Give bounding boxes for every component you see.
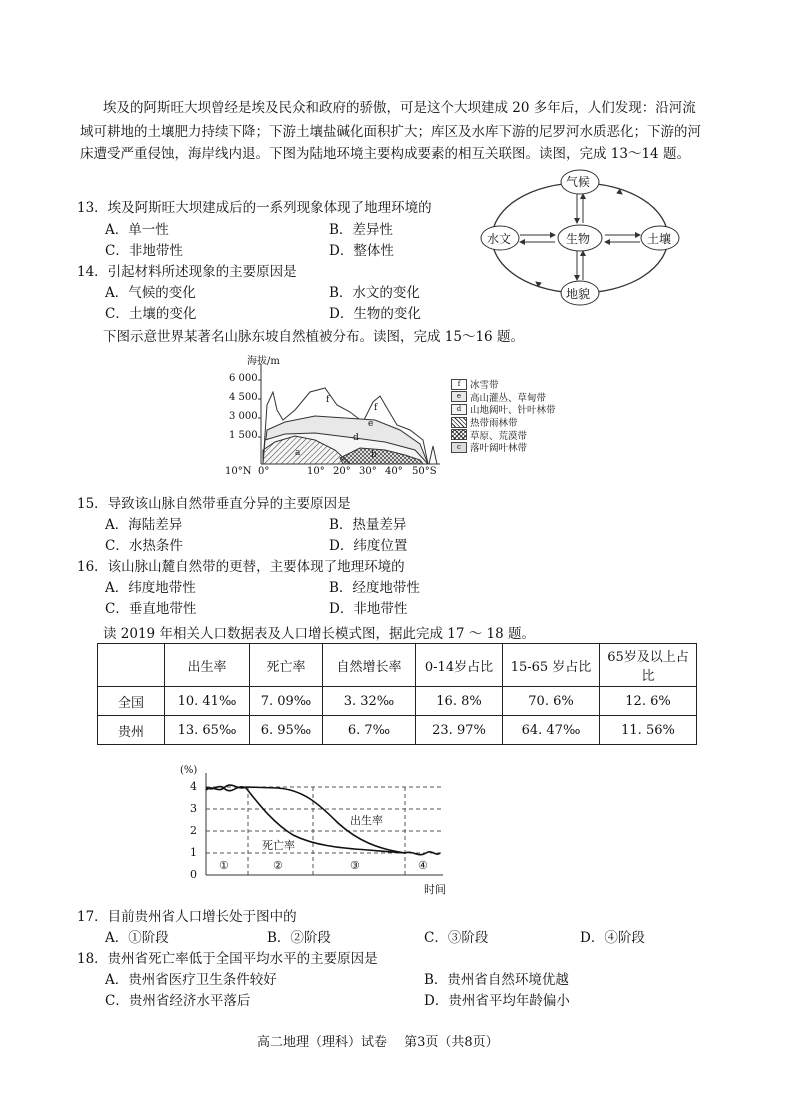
band-label-e: e bbox=[368, 419, 374, 429]
stage-4: ④ bbox=[418, 859, 428, 872]
q14-stem: 14．引起材料所述现象的主要原因是 bbox=[77, 264, 297, 280]
q18-option-b[interactable]: B．贵州省自然环境优越 bbox=[424, 972, 569, 988]
q16-option-a[interactable]: A．纬度地带性 bbox=[105, 580, 196, 596]
legend-deciduous: c 落叶阔叶林带 bbox=[451, 441, 556, 454]
q13-option-c[interactable]: C．非地带性 bbox=[105, 243, 183, 259]
table-header-cell bbox=[98, 644, 165, 687]
band-label-b: b bbox=[371, 450, 377, 460]
y-tick-4500: 4 500 bbox=[229, 392, 258, 403]
q18-option-c[interactable]: C．贵州省经济水平落后 bbox=[105, 993, 251, 1009]
legend-alpine: e 高山灌丛、草甸带 bbox=[451, 391, 556, 404]
table-cell: 贵州 bbox=[98, 716, 165, 745]
table-cell: 6. 95‰ bbox=[250, 716, 323, 745]
q16-option-c[interactable]: C．垂直地带性 bbox=[105, 601, 197, 617]
mountain-vegetation-figure bbox=[225, 350, 570, 480]
intro-line-1: 埃及的阿斯旺大坝曾经是埃及民众和政府的骄傲，可是这个大坝建成 20 多年后，人们发现：沿河流 bbox=[103, 100, 696, 116]
x-tick-10: 10° bbox=[307, 466, 325, 477]
intro-q17-18: 读 2019 年相关人口数据表及人口增长模式图，据此完成 17 ～ 18 题。 bbox=[103, 626, 535, 642]
q14-option-d[interactable]: D．生物的变化 bbox=[329, 306, 421, 322]
pop-y-tick-0: 0 bbox=[190, 868, 197, 881]
node-climate: 气候 bbox=[566, 175, 591, 189]
table-cell: 16. 8% bbox=[416, 687, 503, 716]
q16-option-b[interactable]: B．经度地带性 bbox=[329, 580, 420, 596]
band-label-f1: f bbox=[326, 395, 330, 405]
table-header-cell: 出生率 bbox=[165, 644, 250, 687]
table-cell: 10. 41‰ bbox=[165, 687, 250, 716]
x-tick-0: 0° bbox=[258, 466, 270, 477]
table-cell: 7. 09‰ bbox=[250, 687, 323, 716]
q16-stem: 16．该山脉山麓自然带的更替，主要体现了地理环境的 bbox=[77, 559, 405, 575]
x-tick-20: 20° bbox=[333, 466, 351, 477]
q18-option-d[interactable]: D．贵州省平均年龄偏小 bbox=[424, 993, 570, 1009]
mountain-legend bbox=[451, 378, 556, 454]
q18-stem: 18．贵州省死亡率低于全国平均水平的主要原因是 bbox=[77, 951, 378, 967]
table-header-cell: 65岁及以上占比 bbox=[600, 644, 697, 687]
band-label-a: a bbox=[295, 448, 301, 458]
pop-y-tick-1: 1 bbox=[190, 846, 197, 859]
legend-rainforest: 热带雨林带 bbox=[451, 416, 556, 429]
pop-x-axis-label: 时间 bbox=[424, 883, 446, 896]
q15-option-a[interactable]: A．海陆差异 bbox=[105, 517, 183, 533]
y-tick-1500: 1 500 bbox=[229, 430, 258, 441]
table-cell: 12. 6% bbox=[600, 687, 697, 716]
legend-grassland: 草原、荒漠带 bbox=[451, 428, 556, 441]
q18-option-a[interactable]: A．贵州省医疗卫生条件较好 bbox=[105, 972, 277, 988]
q14-option-c[interactable]: C．土壤的变化 bbox=[105, 306, 197, 322]
table-header-cell: 15-65 岁占比 bbox=[503, 644, 600, 687]
q15-option-c[interactable]: C．水热条件 bbox=[105, 538, 183, 554]
stage-2: ② bbox=[273, 859, 283, 872]
table-cell: 23. 97% bbox=[416, 716, 503, 745]
pop-y-tick-4: 4 bbox=[190, 780, 197, 793]
q17-option-b[interactable]: B．②阶段 bbox=[267, 930, 331, 946]
y-tick-3000: 3 000 bbox=[229, 411, 258, 422]
table-cell: 11. 56% bbox=[600, 716, 697, 745]
table-cell: 6. 7‰ bbox=[323, 716, 416, 745]
page-footer: 高二地理（理科）试卷 第3页（共8页） bbox=[257, 1035, 499, 1050]
q14-option-a[interactable]: A．气候的变化 bbox=[105, 285, 196, 301]
population-table bbox=[97, 643, 697, 745]
q17-option-c[interactable]: C．③阶段 bbox=[424, 930, 489, 946]
table-header-cell: 自然增长率 bbox=[323, 644, 416, 687]
q17-option-a[interactable]: A．①阶段 bbox=[105, 930, 169, 946]
legend-ice: f 冰雪带 bbox=[451, 378, 556, 391]
y-tick-6000: 6 000 bbox=[229, 373, 258, 384]
q13-option-b[interactable]: B．差异性 bbox=[329, 222, 393, 238]
band-label-f2: f bbox=[374, 403, 378, 413]
q13-option-d[interactable]: D．整体性 bbox=[329, 243, 394, 259]
stage-3: ③ bbox=[350, 859, 360, 872]
node-biology: 生物 bbox=[566, 232, 591, 246]
q14-option-b[interactable]: B．水文的变化 bbox=[329, 285, 420, 301]
q17-stem: 17．目前贵州省人口增长处于图中的 bbox=[77, 909, 297, 925]
table-cell: 13. 65‰ bbox=[165, 716, 250, 745]
table-row bbox=[98, 687, 697, 716]
x-tick-30: 30° bbox=[359, 466, 377, 477]
legend-forest: d 山地阔叶、针叶林带 bbox=[451, 403, 556, 416]
pop-y-tick-2: 2 bbox=[190, 824, 197, 837]
table-cell: 70. 6% bbox=[503, 687, 600, 716]
intro-q15-16: 下图示意世界某著名山脉东坡自然植被分布。读图，完成 15～16 题。 bbox=[103, 329, 524, 345]
table-cell: 3. 32‰ bbox=[323, 687, 416, 716]
table-header-row bbox=[98, 644, 697, 687]
stage-1: ① bbox=[219, 859, 229, 872]
table-header-cell: 死亡率 bbox=[250, 644, 323, 687]
x-tick-10n: 10°N bbox=[225, 466, 252, 477]
q15-stem: 15．导致该山脉自然带垂直分异的主要原因是 bbox=[77, 496, 351, 512]
intro-line-3: 床遭受严重侵蚀，海岸线内退。下图为陆地环境主要构成要素的相互关联图。读图，完成 13～14 题。 bbox=[80, 146, 690, 162]
x-tick-40: 40° bbox=[385, 466, 403, 477]
birth-rate-label: 出生率 bbox=[350, 814, 383, 827]
q15-option-d[interactable]: D．纬度位置 bbox=[329, 538, 408, 554]
q17-option-d[interactable]: D．④阶段 bbox=[580, 930, 645, 946]
pop-y-axis-label: (%) bbox=[180, 765, 198, 776]
q13-stem: 13．埃及阿斯旺大坝建成后的一系列现象体现了地理环境的 bbox=[77, 200, 432, 216]
node-soil: 土壤 bbox=[647, 232, 672, 246]
table-cell: 全国 bbox=[98, 687, 165, 716]
band-label-d: d bbox=[353, 433, 359, 443]
environment-diagram bbox=[480, 168, 680, 308]
population-growth-chart bbox=[178, 763, 453, 898]
mountain-y-axis-label: 海拔/m bbox=[247, 356, 280, 367]
q16-option-d[interactable]: D．非地带性 bbox=[329, 601, 408, 617]
node-hydrology: 水文 bbox=[487, 232, 512, 246]
pop-y-tick-3: 3 bbox=[190, 802, 197, 815]
q15-option-b[interactable]: B．热量差异 bbox=[329, 517, 407, 533]
x-tick-50s: 50°S bbox=[412, 466, 437, 477]
q13-option-a[interactable]: A．单一性 bbox=[105, 222, 169, 238]
intro-line-2: 域可耕地的土壤肥力持续下降；下游土壤盐碱化面积扩大；库区及水库下游的尼罗河水质恶化；下游的河 bbox=[80, 124, 701, 140]
death-rate-label: 死亡率 bbox=[262, 839, 295, 852]
node-landform: 地貌 bbox=[566, 287, 591, 301]
table-cell: 64. 47‰ bbox=[503, 716, 600, 745]
table-row bbox=[98, 716, 697, 745]
table-header-cell: 0-14岁占比 bbox=[416, 644, 503, 687]
